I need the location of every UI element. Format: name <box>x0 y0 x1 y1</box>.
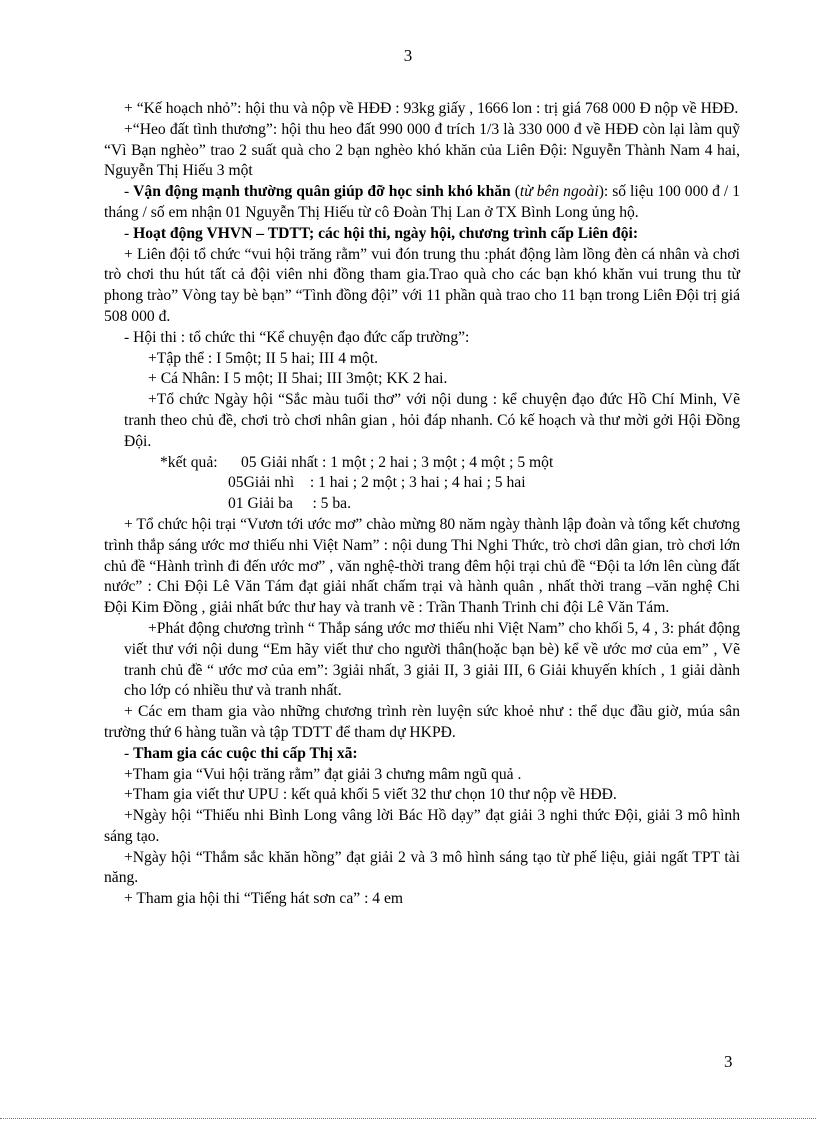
heading-thi-xa: Tham gia các cuộc thi cấp Thị xã: <box>133 744 358 762</box>
paragraph-ngay-hoi: +Tổ chức Ngày hội “Sắc màu tuổi thơ” với nội dung : kể chuyện đạo đức Hồ Chí Minh, Vẽ tranh theo chủ đề, chơi trò chơi nhân gian , hỏi đáp nhanh. Có kế hoạch và thư mời gởi Hội Đồng Đội. <box>124 391 740 450</box>
document-page <box>104 0 740 1123</box>
paragraph-hoat-dong-heading: - Hoạt động VHVN – TDTT; các hội thi, ngày hội, chương trình cấp Liên đội: <box>124 224 639 242</box>
paragraph-hoi-trai: + Tổ chức hội trại “Vươn tới ước mơ” chào mừng 80 năm ngày thành lập đoàn và tổng kết chương trình thắp sáng ước mơ thiếu nhi Việt Nam” : nội dung Thi Nghi Thức, trò chơi dân gian, trò chơi lớn chủ đề “Hành trình đi đến ước mơ” , văn nghệ-thời trang đêm hội trại chủ đề “Đội ta lớn lên cùng đất nước” : Chi Đội Lê Văn Tám đạt giải nhất chấm trại và hành quân , nhất thời trang –văn nghệ Chi Đội Kim Đồng , giải nhất bức thư hay và tranh vẽ : Trần Thanh Trinh chi đội Lê Văn Tám. <box>104 515 740 617</box>
paragraph-suc-khoe: + Các em tham gia vào những chương trình rèn luyện sức khoẻ như : thể dục đầu giờ, múa sân trường thứ 6 hàng tuần và tập TDTT để tham dự HKPĐ. <box>104 703 740 741</box>
paragraph-son-ca: + Tham gia hội thi “Tiếng hát sơn ca” : 4 em <box>124 890 404 908</box>
heading-hoat-dong: Hoạt động VHVN – TDTT; các hội thi, ngày hội, chương trình cấp Liên đội: <box>133 224 639 242</box>
paragraph-ke-hoach-nho: + “Kế hoạch nhỏ”: hội thu và nộp về HĐĐ : 93kg giấy , 1666 lon : trị giá 768 000 Đ nộp về HĐĐ. <box>124 100 739 117</box>
heading-van-dong: Vận động mạnh thường quân giúp đỡ học sinh khó khăn <box>133 183 511 201</box>
paragraph-tham-sac: +Ngày hội “Thắm sắc khăn hồng” đạt giải 2 và 3 mô hình sáng tạo từ phế liệu, giải ngất TPT tài năng. <box>104 848 740 887</box>
paragraph-trang-ram: +Tham gia “Vui hội trăng rằm” đạt giải 3 chưng mâm ngũ quả . <box>124 765 522 783</box>
result-line-1: *kết quả: 05 Giải nhất : 1 một ; 2 hai ; 3 một ; 4 một ; 5 một <box>160 453 554 471</box>
paragraph-upu: +Tham gia viết thư UPU : kết quả khối 5 viết 32 thư chọn 10 thư nộp về HĐĐ. <box>124 786 617 804</box>
document-body <box>104 99 740 910</box>
page-number-footer: 3 <box>724 1052 733 1071</box>
paragraph-thap-sang: +Phát động chương trình “ Thắp sáng ước mơ thiếu nhi Việt Nam” cho khối 5, 4 , 3: phát động viết thư với nội dung “Em hãy viết thư cho người thân(hoặc bạn bè) kể về ước mơ của em” , Vẽ tranh chủ đề “ ước mơ của em”: 3giải nhất, 3 giải II, 3 giải III, 6 Giải khuyến khích , 1 giải dành cho lớp có nhiều thư và tranh nhất. <box>124 619 740 700</box>
paragraph-thi-xa-heading: - Tham gia các cuộc thi cấp Thị xã: <box>124 744 358 762</box>
page-number-header: 3 <box>403 46 413 65</box>
result-line-2: 05Giải nhì : 1 hai ; 2 một ; 3 hai ; 4 hai ; 5 hai <box>228 474 526 492</box>
paragraph-heo-dat: +“Heo đất tình thương”: hội thu heo đất 990 000 đ trích 1/3 là 330 000 đ về HĐĐ còn lại làm quỹ “Vì Bạn nghèo” trao 2 suất quà cho 2 bạn nghèo khó khăn của Liên Đội: Nguyễn Thành Nam 4 hai, Nguyễn Thị Hiếu 3 một <box>104 120 740 180</box>
paragraph-ca-nhan: + Cá Nhân: I 5 một; II 5hai; III 3một; KK 2 hai. <box>148 370 448 388</box>
paragraph-van-dong: - Vận động mạnh thường quân giúp đỡ học sinh khó khăn (từ bên ngoài): số liệu 100 000 đ / 1 tháng / số em nhận 01 Nguyễn Thị Hiếu từ cô Đoàn Thị Lan ở TX Bình Long ủng hộ. <box>104 183 741 221</box>
note-tu-ben-ngoai: từ bên ngoài <box>519 183 599 201</box>
paragraph-thieu-nhi: +Ngày hội “Thiếu nhi Bình Long vâng lời Bác Hồ dạy” đạt giải 3 nghi thức Đội, giải 3 mô hình sáng tạo. <box>104 807 740 845</box>
paragraph-trung-thu: + Liên đội tổ chức “vui hội trăng rằm” vui đón trung thu :phát động làm lồng đèn cá nhân và chơi trò chơi thu hút tất cả đội viên nhi đồng tham gia.Trao quà cho các bạn khó khăn vui trung thu từ phong trào” Vòng tay bè bạn” “Tình đồng đội” với 11 phần quà trao cho 11 bạn trong Liên Đội trị giá 508 000 đ. <box>104 245 740 325</box>
page-break-line <box>0 1118 816 1119</box>
result-line-3: 01 Giải ba : 5 ba. <box>228 495 351 513</box>
paragraph-tap-the: +Tập thể : I 5một; II 5 hai; III 4 một. <box>148 349 379 367</box>
paragraph-hoi-thi: - Hội thi : tổ chức thi “Kể chuyện đạo đức cấp trường”: <box>124 328 470 346</box>
